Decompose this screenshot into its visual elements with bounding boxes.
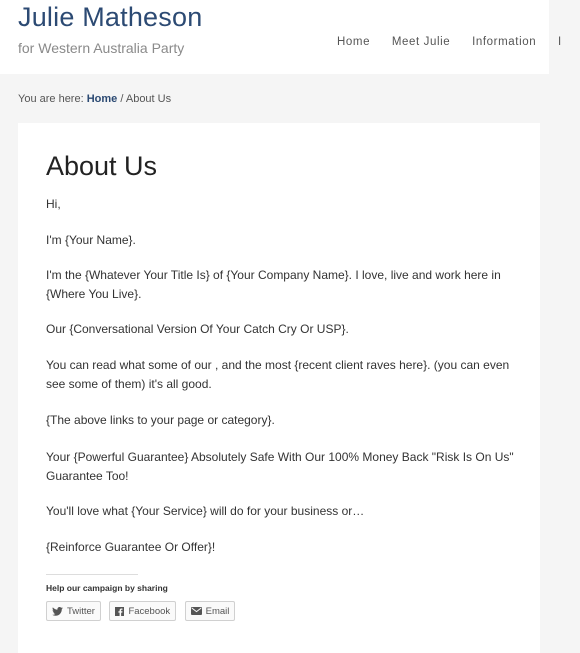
twitter-icon	[52, 607, 63, 616]
share-divider	[46, 574, 138, 575]
paragraph-greeting: Hi,	[46, 197, 61, 211]
site-header	[0, 0, 562, 74]
breadcrumb-separator: /	[120, 93, 124, 105]
site-tagline: for Western Australia Party	[18, 40, 185, 56]
share-facebook-button[interactable]	[109, 601, 176, 621]
breadcrumb-home-link[interactable]: Home	[86, 93, 118, 105]
breadcrumb-current: About Us	[125, 93, 172, 105]
share-buttons	[46, 601, 239, 621]
content-card	[18, 123, 540, 653]
email-icon	[191, 607, 202, 615]
share-twitter-label: Twitter	[67, 605, 95, 617]
share-email-button[interactable]	[185, 601, 236, 621]
paragraph-title-company: I'm the {Whatever Your Title Is} of {Your Company Name}. I love, live and work here in {Where You Live}.	[46, 268, 501, 301]
paragraph-guarantee: Your {Powerful Guarantee} Absolutely Safe With Our 100% Money Back "Risk Is On Us" Guarantee Too!	[46, 450, 514, 483]
nav-item-truncated[interactable]: I	[558, 36, 562, 48]
paragraph-links-note: {The above links to your page or category}.	[46, 413, 275, 427]
site-title[interactable]: Julie Matheson	[18, 2, 203, 32]
paragraph-service: You'll love what {Your Service} will do for your business or…	[46, 504, 365, 518]
breadcrumb	[18, 93, 171, 105]
page-title: About Us	[46, 151, 158, 181]
breadcrumb-prefix: You are here:	[18, 93, 84, 105]
share-twitter-button[interactable]	[46, 601, 101, 621]
share-label: Help our campaign by sharing	[46, 583, 168, 593]
paragraph-client-raves: You can read what some of our , and the most {recent client raves here}. (you can even see some of them) it's all good.	[46, 358, 510, 391]
paragraph-name: I'm {Your Name}.	[46, 233, 136, 247]
nav-item-information[interactable]: Information	[472, 36, 537, 48]
nav-item-meet-julie[interactable]: Meet Julie	[391, 36, 451, 48]
share-email-label: Email	[205, 605, 230, 617]
paragraph-reinforce: {Reinforce Guarantee Or Offer}!	[46, 540, 216, 554]
main-nav	[337, 36, 580, 48]
paragraph-usp: Our {Conversational Version Of Your Catch Cry Or USP}.	[46, 322, 349, 336]
nav-item-home[interactable]: Home	[337, 36, 371, 48]
facebook-icon	[115, 607, 124, 616]
share-facebook-label: Facebook	[128, 605, 171, 617]
